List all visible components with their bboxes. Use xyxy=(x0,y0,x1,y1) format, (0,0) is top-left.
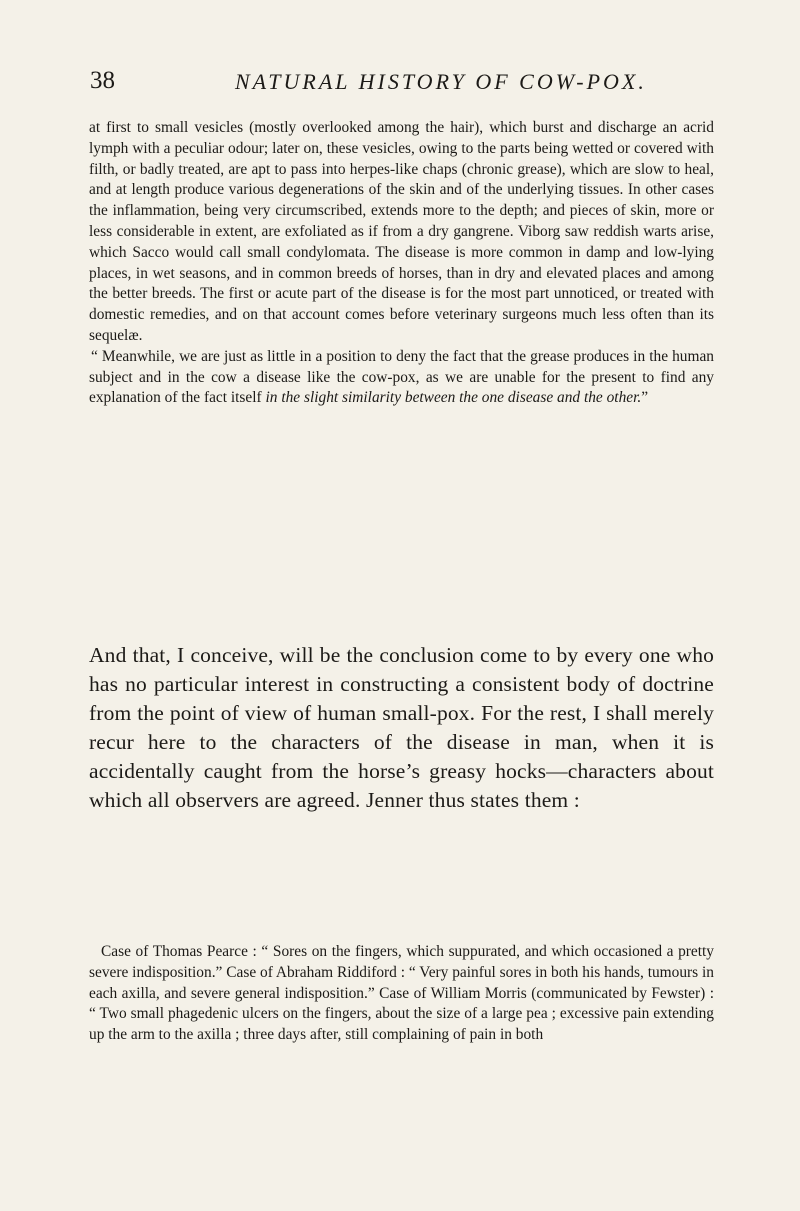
quoted-passage xyxy=(89,118,714,409)
quoted-paragraph-2-text: “ Meanwhile, we are just as little in a position to deny the fact that the grease produces in the human subject and in the cow a disease like the cow-pox, as we are unable for the present to find any explanation of the fact itself xyxy=(89,347,714,407)
main-body-text xyxy=(89,641,714,815)
quoted-paragraph-1: at first to small vesicles (mostly overlooked among the hair), which burst and discharge an acrid lymph with a peculiar odour; later on, these vesicles, owing to the parts being wetted or covered with filth, or badly treated, are apt to pass into herpes-like chaps (chronic grease), which are slow to heal, and at length produce various degenerations of the skin and of the underlying tissues. In other cases the inflammation, being very circumscribed, extends more to the depth; and pieces of skin, more or less considerable in extent, are exfoliated as if from a dry gangrene. Viborg saw reddish warts arise, which Sacco would call small condylomata. The disease is more common in damp and low-lying places, in wet seasons, and in common breeds of horses, than in dry and elevated places and among the better breeds. The first or acute part of the disease is for the most part unnoticed, or treated with domestic remedies, and on that account comes before veterinary surgeons much less often than its sequelæ. xyxy=(89,119,714,344)
quoted-paragraph-2-italic: in the slight similarity between the one disease and the other. xyxy=(265,389,642,407)
quoted-paragraph-2 xyxy=(89,347,714,409)
running-title: NATURAL HISTORY OF COW-POX. xyxy=(235,69,647,94)
case-reports xyxy=(89,942,714,1046)
page-number: 38 xyxy=(90,67,115,94)
page-header xyxy=(0,66,800,102)
main-paragraph: And that, I conceive, will be the conclusion come to by every one who has no particular interest in constructing a consistent body of doctrine from the point of view of human small-pox. For the rest, I shall merely recur here to the characters of the disease in man, when it is accidentally caught from the horse’s greasy hocks—characters about which all observers are agreed. Jenner thus states them : xyxy=(89,643,714,812)
cases-paragraph: Case of Thomas Pearce : “ Sores on the fingers, which suppurated, and which occasioned a pretty severe indisposition.” Case of Abraham Riddiford : “ Very painful sores in both his hands, tumours in each axilla, and severe general indisposition.” Case of William Morris (communicated by Fewster) : “ Two small phagedenic ulcers on the fingers, about the size of a large pea ; excessive pain extending up the arm to the axilla ; three days after, still complaining of pain in both xyxy=(89,943,714,1044)
quoted-paragraph-2-close: ” xyxy=(641,389,649,407)
